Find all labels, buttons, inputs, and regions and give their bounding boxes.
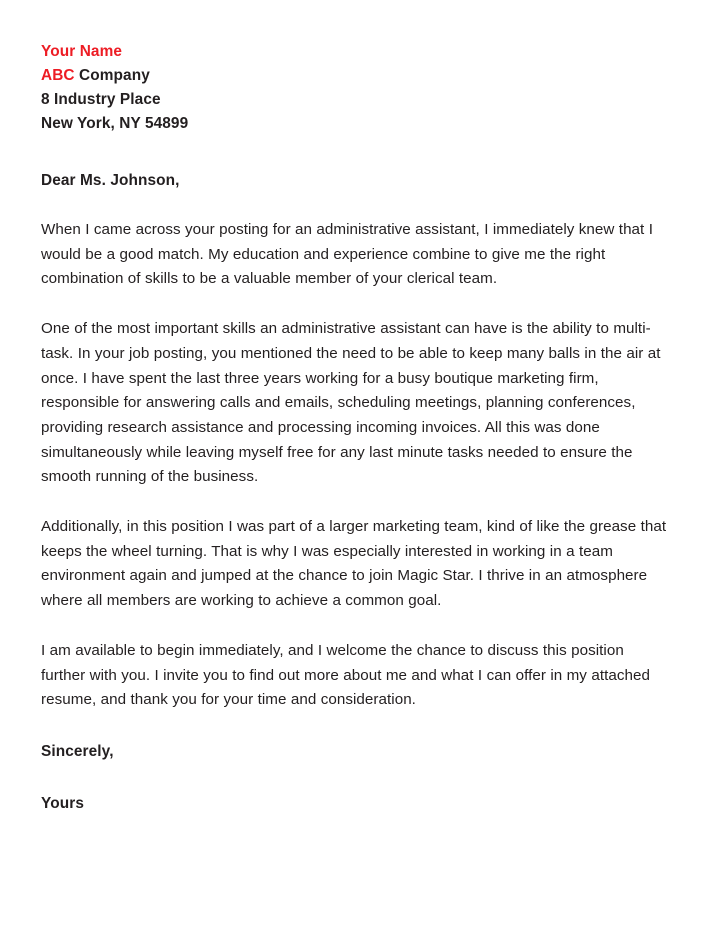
company-accent-text: ABC	[41, 67, 75, 84]
sender-street: 8 Industry Place	[41, 91, 161, 108]
company-rest-text: Company	[74, 67, 150, 84]
body-paragraph-2: One of the most important skills an administrative assistant can have is the ability to multi-task. In your job posting, you mentioned the need to be able to keep many balls in the air at once. I have spent the last three years working for a busy boutique marketing firm, responsible for answering calls and emails, scheduling meetings, planning conferences, providing research assistance and processing incoming invoices. All this was done simultaneously while leaving myself free for any last minute tasks needed to ensure the smooth running of the business.	[41, 320, 661, 486]
sender-city-state-zip: New York, NY 54899	[41, 115, 189, 132]
sender-address-block	[41, 40, 672, 136]
body-paragraph-1: When I came across your posting for an administrative assistant, I immediately knew that I would be a good match. My education and experience combine to give me the right combination of skills to be a valuable member of your clerical team.	[41, 221, 653, 288]
closing-salutation: Sincerely,	[41, 742, 114, 760]
sender-company	[41, 64, 672, 88]
signature-name: Yours	[41, 794, 84, 812]
body-paragraph-4: I am available to begin immediately, and I welcome the chance to discuss this position further with you. I invite you to find out more about me and what I can offer in my attached resume, and thank you for your time and consideration.	[41, 641, 650, 709]
body-paragraph-3: Additionally, in this position I was part of a larger marketing team, kind of like the grease that keeps the wheel turning. That is why I was especially interested in working in a team environment again and jumped at the chance to join Magic Star. I thrive in an atmosphere where all members are working to achieve a common goal.	[41, 518, 667, 610]
salutation: Dear Ms. Johnson,	[41, 172, 180, 189]
sender-name: Your Name	[41, 43, 123, 60]
letter-content	[41, 40, 672, 816]
